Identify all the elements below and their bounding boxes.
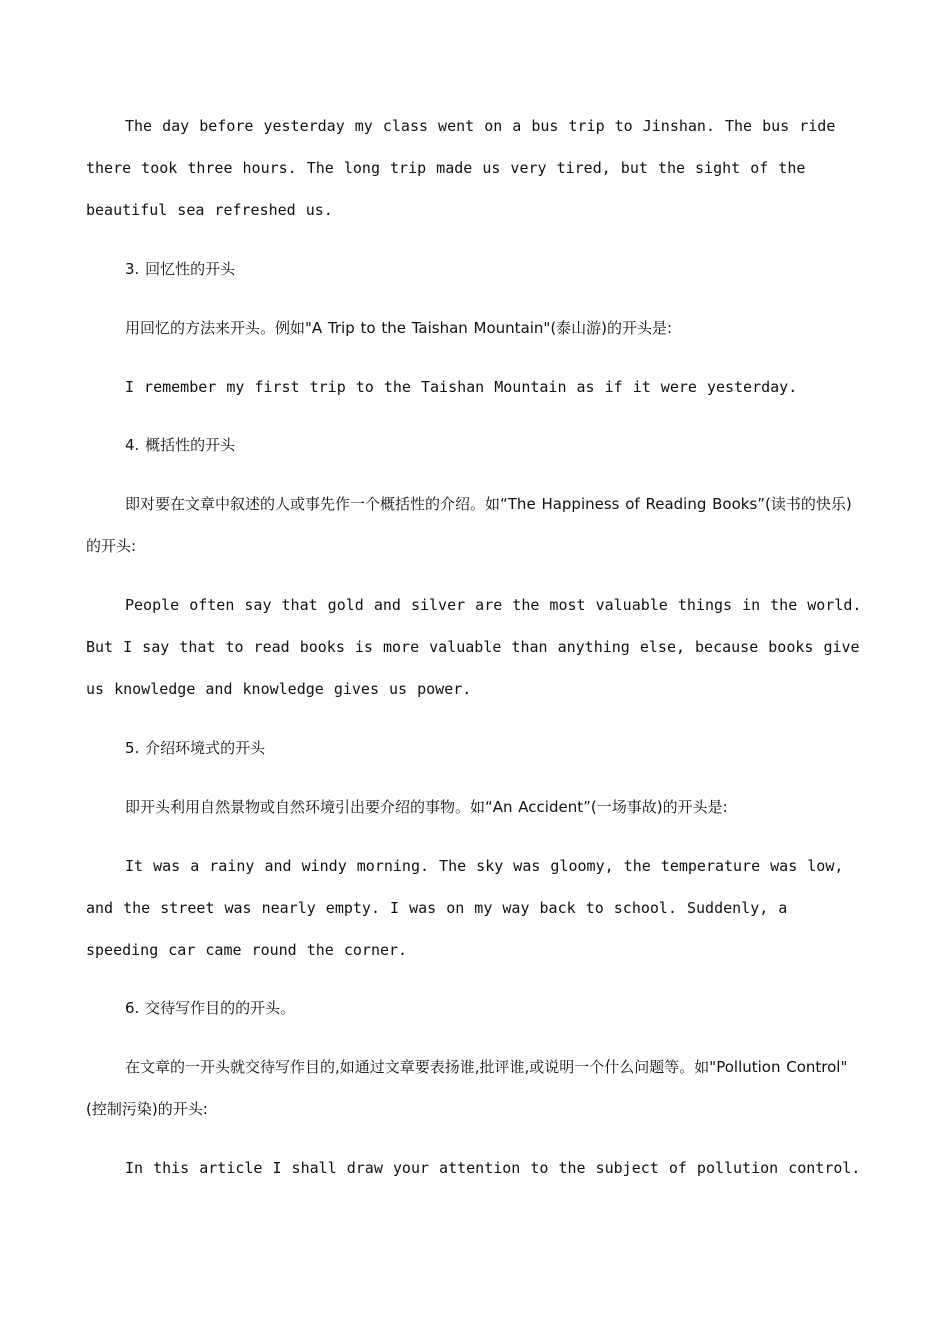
paragraph-environment-method: 即开头利用自然景物或自然环境引出要介绍的事物。如“An Accident”(一场事故)的开头是:	[125, 798, 728, 816]
paragraph-pollution-example: In this article I shall draw your attention to the subject of pollution control.	[125, 1159, 861, 1177]
paragraph-jinshan-trip: The day before yesterday my class went on a bus trip to Jinshan. The bus ride there took three hours. The long trip made us very tired, but the sight of the beautiful sea refreshed us.	[86, 117, 836, 219]
heading-recall-opening: 3. 回忆性的开头	[125, 260, 236, 278]
paragraph-taishan-example: I remember my first trip to the Taishan Mountain as if it were yesterday.	[125, 378, 798, 396]
heading-environment-opening: 5. 介绍环境式的开头	[125, 739, 266, 757]
paragraph-summary-method: 即对要在文章中叙述的人或事先作一个概括性的介绍。如“The Happiness of Reading Books”(读书的快乐)的开头:	[86, 495, 852, 555]
paragraph-accident-example: It was a rainy and windy morning. The sky was gloomy, the temperature was low, and the street was nearly empty. I was on my way back to school. Suddenly, a speeding car came round the corner.	[86, 857, 844, 959]
heading-summary-opening: 4. 概括性的开头	[125, 436, 236, 454]
paragraph-reading-books-example: People often say that gold and silver are the most valuable things in the world. But I say that to read books is more valuable than anything else, because books give us knowledge and knowledge gives us power.	[86, 596, 862, 698]
paragraph-purpose-method: 在文章的一开头就交待写作目的,如通过文章要表扬谁,批评谁,或说明一个什么问题等。如"Pollution Control" (控制污染)的开头:	[86, 1058, 848, 1118]
heading-purpose-opening: 6. 交待写作目的的开头。	[125, 999, 296, 1017]
paragraph-recall-method: 用回忆的方法来开头。例如"A Trip to the Taishan Mountain"(泰山游)的开头是:	[125, 319, 673, 337]
